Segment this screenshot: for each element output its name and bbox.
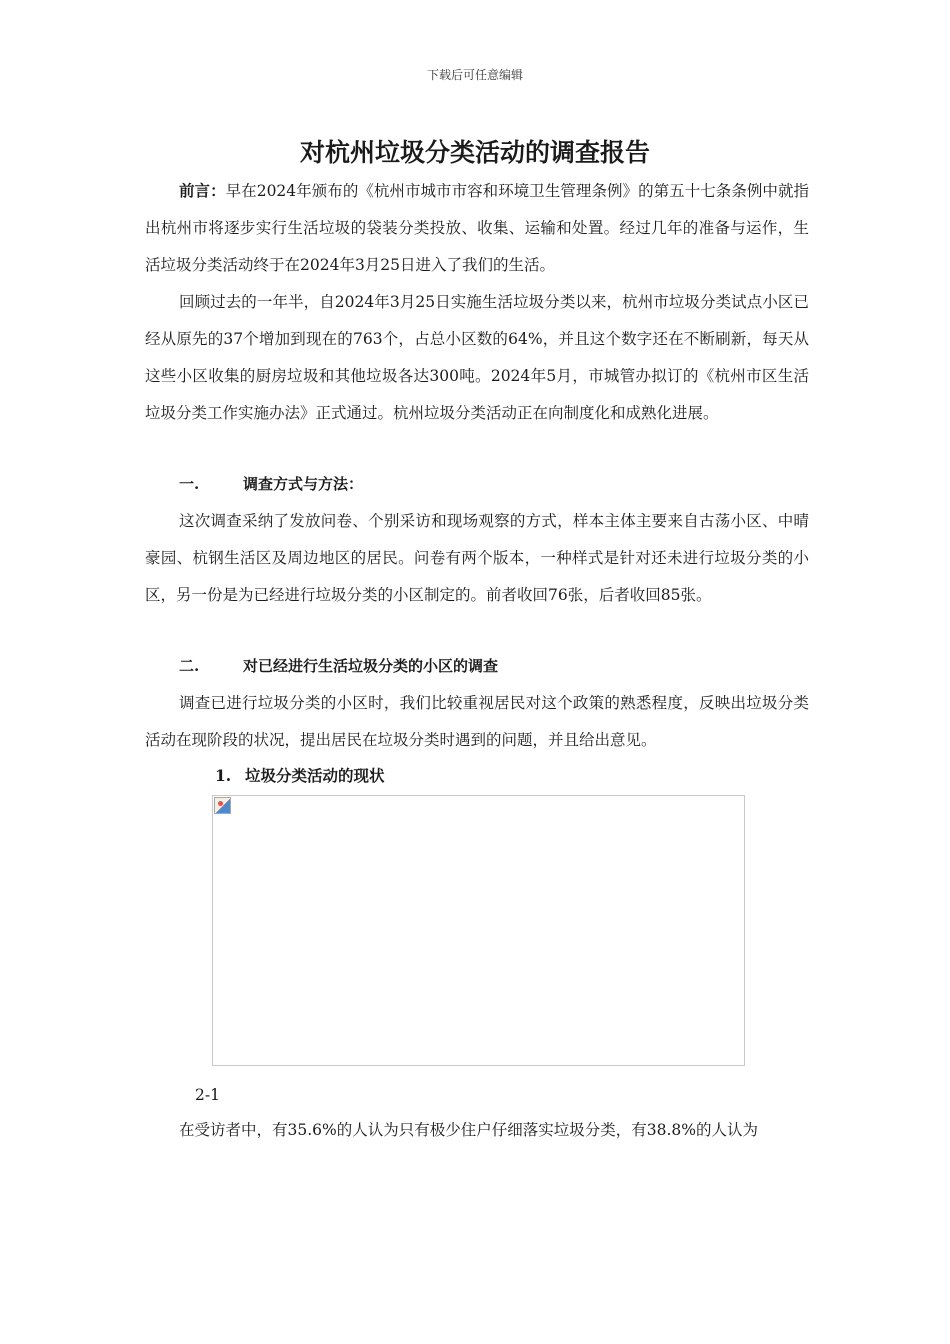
intro-text: 早在2024年颁布的《杭州市城市市容和环境卫生管理条例》的第五十七条条例中就指出杭州市将逐步实行生活垃圾的袋装分类投放、收集、运输和处置。经过几年的准备与运作，生活垃圾分类活动终于在2024年3月25日进入了我们的生活。 xyxy=(145,182,809,274)
figure-caption: 2-1 xyxy=(195,1086,220,1104)
subsection-1-title: 垃圾分类活动的现状 xyxy=(245,766,385,785)
after-figure-paragraph: 在受访者中，有35.6%的人认为只有极少住户仔细落实垃圾分类，有38.8%的人认为 xyxy=(179,1121,758,1139)
figure-placeholder xyxy=(212,795,745,1066)
section-2-title: 对已经进行生活垃圾分类的小区的调查 xyxy=(243,657,499,675)
intro-paragraph xyxy=(145,172,809,284)
section-1-paragraph: 这次调查采纳了发放问卷、个别采访和现场观察的方式，样本主体主要来自古荡小区、中晴豪园、杭钢生活区及周边地区的居民。问卷有两个版本，一种样式是针对还未进行垃圾分类的小区，另一份是为已经进行垃圾分类的小区制定的。前者收回76张，后者收回85张。 xyxy=(145,512,809,604)
subsection-1-number: 1. xyxy=(215,766,232,785)
section-1-heading xyxy=(145,466,809,503)
section-1-title: 调查方式与方法： xyxy=(243,475,364,493)
broken-image-icon xyxy=(214,797,231,814)
review-paragraph: 回顾过去的一年半，自2024年3月25日实施生活垃圾分类以来，杭州市垃圾分类试点小区已经从原先的37个增加到现在的763个，占总小区数的64%，并且这个数字还在不断刷新，每天从这些小区收集的厨房垃圾和其他垃圾各达300吨。2024年5月，市城管办拟订的《杭州市区生活垃圾分类工作实施办法》正式通过。杭州垃圾分类活动正在向制度化和成熟化进展。 xyxy=(145,293,809,422)
page-title: 对杭州垃圾分类活动的调查报告 xyxy=(299,138,650,167)
page-header: 下载后可任意编辑 xyxy=(426,68,523,82)
subsection-1-heading xyxy=(145,759,809,793)
section-1-number: 一. xyxy=(179,475,200,493)
section-2-number: 二. xyxy=(179,657,200,675)
section-2-paragraph: 调查已进行垃圾分类的小区时，我们比较重视居民对这个政策的熟悉程度，反映出垃圾分类活动在现阶段的状况，提出居民在垃圾分类时遇到的问题，并且给出意见。 xyxy=(145,694,809,749)
section-2-heading xyxy=(145,648,809,685)
intro-label: 前言： xyxy=(179,181,226,200)
document-body xyxy=(145,172,809,1149)
